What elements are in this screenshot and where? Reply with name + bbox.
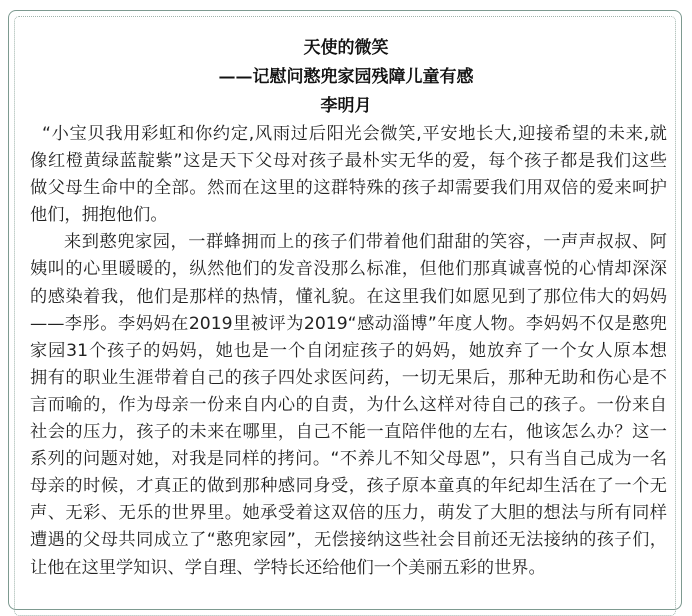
text-line: 来到憨兜家园，一群蜂拥而上的孩子们带着他们甜甜的笑容，一声声叔叔、阿: [64, 232, 667, 253]
text-line: 言而喻的，作为母亲一份来自内心的自责，为什么这样对待自己的孩子。一份来自: [30, 394, 667, 415]
text-line: 他们，拥抱他们。: [30, 205, 168, 226]
text-line: 社会的压力，孩子的未来在哪里，自己不能一直陪伴他的左右，他该怎么办？这一: [30, 422, 667, 443]
paragraph-2: [30, 229, 667, 581]
text-line: 拥有的职业生涯带着自己的孩子四处求医问药，一切无果后，那种无助和伤心是不: [30, 367, 667, 388]
paragraph-1: [30, 121, 667, 229]
text-line: 做父母生命中的全部。然而在这里的这群特殊的孩子却需要我们用双倍的爱来呵护: [30, 178, 667, 199]
text-line: 遭遇的父母共同成立了“憨兜家园”，无偿接纳这些社会目前还无法接纳的孩子们，: [30, 530, 667, 551]
text-line: 姨叫的心里暖暖的，纵然他们的发音没那么标准，但他们那真诚喜悦的心情却深深: [30, 259, 667, 280]
article-subtitle: ——记慰问憨兜家园残障儿童有感: [218, 67, 474, 87]
text-line: “小宝贝我用彩虹和你约定,风雨过后阳光会微笑,平安地长大,迎接希望的未来,就: [42, 124, 667, 144]
article-author: 李明月: [320, 96, 372, 116]
text-line: 让他在这里学知识、学自理、学特长还给他们一个美丽五彩的世界。: [30, 557, 546, 578]
article-body: [30, 121, 667, 582]
text-line: 家园31个孩子的妈妈，她也是一个自闭症孩子的妈妈，她放弃了一个女人原本想: [30, 340, 667, 361]
text-line: 的感染着我，他们是那样的热情，懂礼貌。在这里我们如愿见到了那位伟大的妈妈: [30, 286, 667, 307]
text-line: 像红橙黄绿蓝靛紫”这是天下父母对孩子最朴实无华的爱，每个孩子都是我们这些: [30, 151, 667, 172]
text-line: ——李彤。李妈妈在2019里被评为2019“感动淄博”年度人物。李妈妈不仅是憨兜: [30, 313, 667, 334]
text-line: 系列的问题对她，对我是同样的拷问。“不养儿不知父母恩”，只有当自己成为一名: [30, 449, 667, 470]
text-line: 声、无彩、无乐的世界里。她承受着这双倍的压力，萌发了大胆的想法与所有同样: [30, 503, 667, 524]
text-line: 母亲的时候，才真正的做到那种感同身受，孩子原本童真的年纪却生活在了一个无: [30, 476, 667, 497]
article-title: 天使的微笑: [303, 38, 389, 58]
